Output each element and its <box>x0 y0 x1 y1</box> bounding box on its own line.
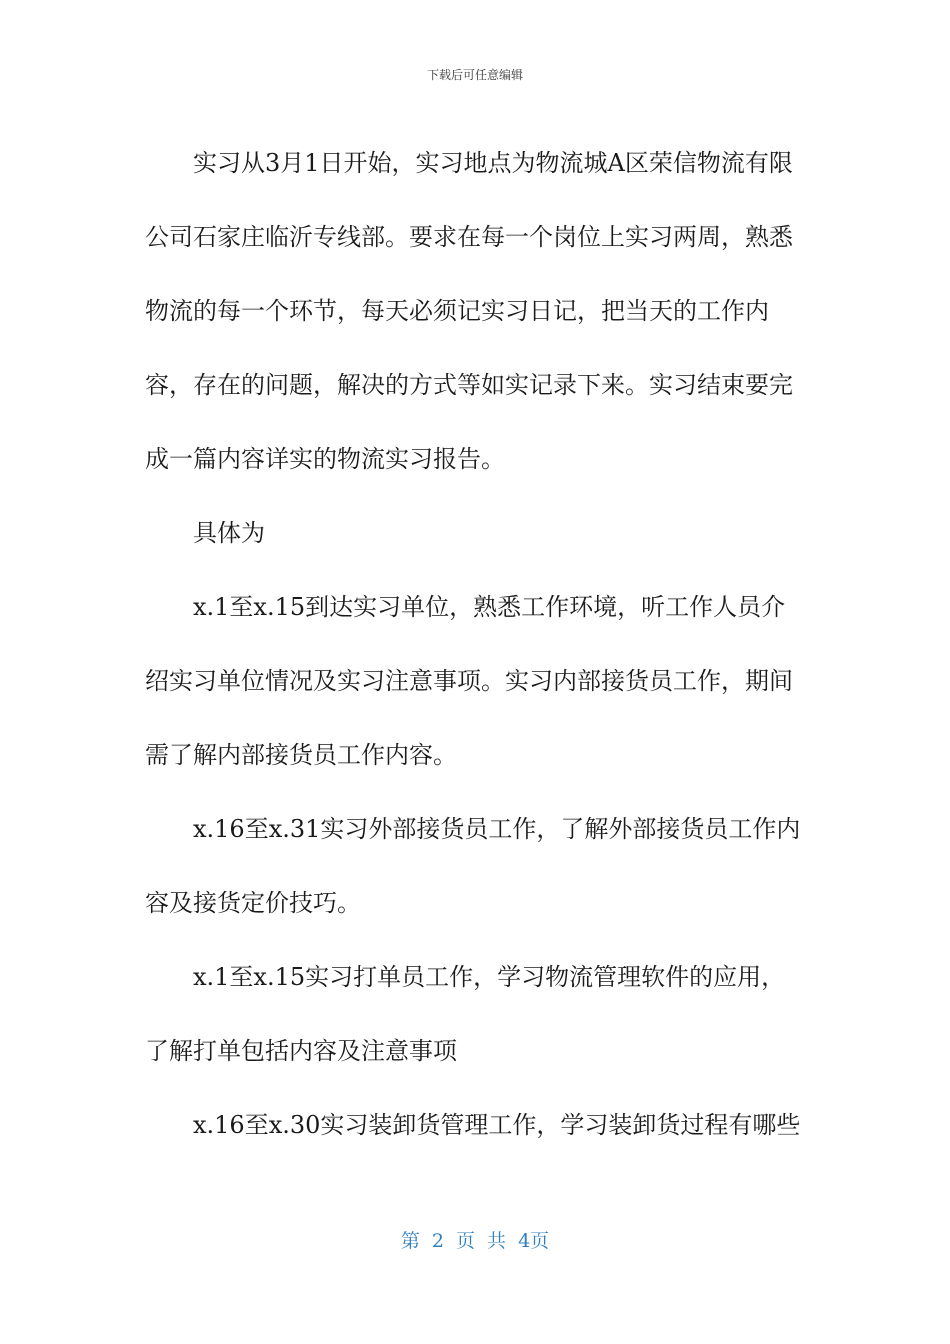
paragraph-details-heading: 具体为 <box>193 519 265 547</box>
page-number-footer: 第 2 页 共 4页 <box>400 1230 550 1252</box>
paragraph-schedule-1: x.1至x.15到达实习单位，熟悉工作环境，听工作人员介绍实习单位情况及实习注意事项。实习内部接货员工作，期间需了解内部接货员工作内容。 <box>145 593 793 769</box>
page-header: 下载后可任意编辑 <box>426 68 523 82</box>
document-body <box>145 126 805 1162</box>
paragraph-internship-overview: 实习从3月1日开始，实习地点为物流城A区荣信物流有限公司石家庄临沂专线部。要求在每一个岗位上实习两周，熟悉物流的每一个环节，每天必须记实习日记，把当天的工作内容，存在的问题，解决的方式等如实记录下来。实习结束要完成一篇内容详实的物流实习报告。 <box>145 149 793 473</box>
paragraph-schedule-2: x.16至x.31实习外部接货员工作，了解外部接货员工作内容及接货定价技巧。 <box>145 815 801 917</box>
paragraph-schedule-4: x.16至x.30实习装卸货管理工作，学习装卸货过程有哪些 <box>193 1111 801 1139</box>
paragraph-schedule-3: x.1至x.15实习打单员工作，学习物流管理软件的应用，了解打单包括内容及注意事项 <box>145 963 786 1065</box>
